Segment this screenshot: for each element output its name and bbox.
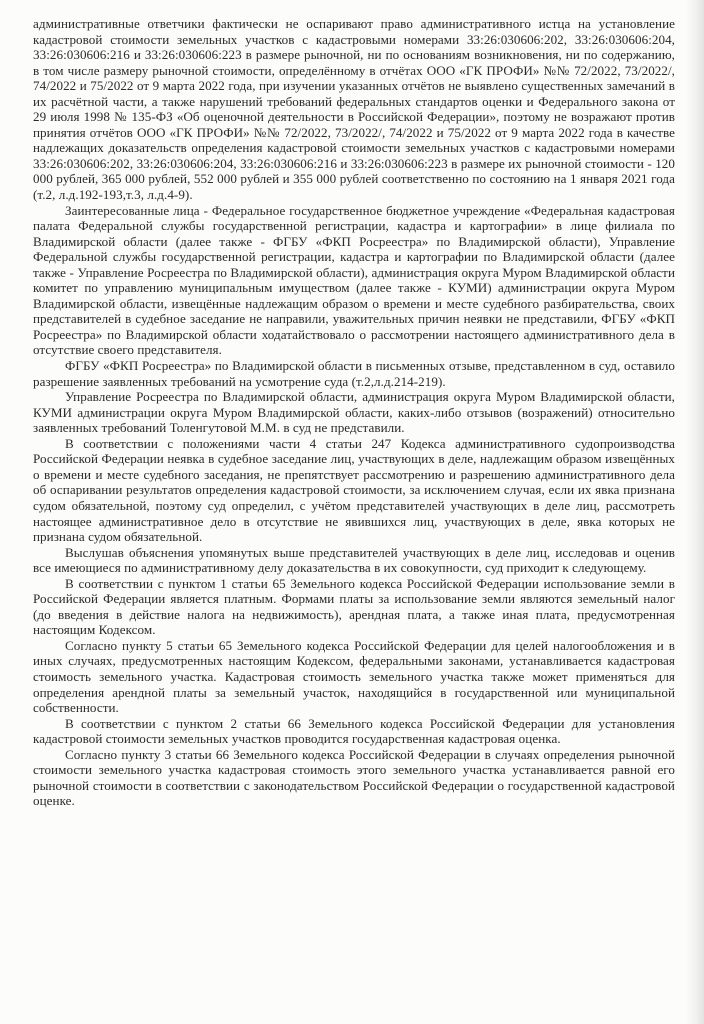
paragraph-no-objections: Управление Росреестра по Владимирской области, администрация округа Муром Владимирской области, КУМИ администрации округа Муром Владимирской области, каких-либо отзывов (возражений) относительно заявленных требований Толенгутовой М.М. в суд не представили. xyxy=(33,389,675,436)
paragraph-court-findings: Выслушав объяснения упомянутых выше представителей участвующих в деле лиц, исследовав и оценив все имеющиеся по административному делу доказательства в их совокупности, суд приходит к следующему. xyxy=(33,544,675,576)
paragraph-article-247: В соответствии с положениями части 4 статьи 247 Кодекса административного судопроизводства Российской Федерации неявка в судебное заседание лиц, участвующих в деле, надлежащим образом извещённых о времени и месте судебного заседания, не препятствует рассмотрению и разрешению административного дела об оспаривании результатов определения кадастровой стоимости, за исключением случая, если их явка признана судом обязательной, поэтому суд определил, с учётом представителей участвующих в деле лиц, рассмотреть настоящее административное дело в отсутствие не явившихся лиц, участвующих в деле, явка которых не признана судом обязательной. xyxy=(33,435,675,545)
paragraph-interested-parties: Заинтересованные лица - Федеральное государственное бюджетное учреждение «Федеральная кадастровая палата Федеральной службы государственной регистрации, кадастра и картографии» в лице филиала по Владимирской области (далее также - ФГБУ «ФКП Росреестра» по Владимирской области), Управление Федеральной службы государственной регистрации, кадастра и картографии по Владимирской области (далее также - Управление Росреестра по Владимирской области), администрация округа Муром Владимирской области комитет по управлению муниципальным имуществом (далее также - КУМИ) администрации округа Муром Владимирской области, извещённые надлежащим образом о времени и месте судебного разбирательства, своих представителей в судебное заседание не направили, уважительных причин неявки не представили, ФГБУ «ФКП Росреестра» по Владимирской области ходатайствовало о рассмотрении настоящего административного дела в отсутствие своего представителя. xyxy=(33,202,675,358)
paragraph-article-66-2: В соответствии с пунктом 2 статьи 66 Земельного кодекса Российской Федерации для установления кадастровой стоимости земельных участков проводится государственная кадастровая оценка. xyxy=(33,715,675,747)
paragraph-article-65-1: В соответствии с пунктом 1 статьи 65 Земельного кодекса Российской Федерации использование земли в Российской Федерации является платным. Формами платы за использование земли являются земельный налог (до введения в действие налога на недвижимость), арендная плата, а также иная плата, предусмотренная настоящим Кодексом. xyxy=(33,575,675,638)
page-edge-shadow xyxy=(686,0,704,1024)
paragraph-article-66-3: Согласно пункту 3 статьи 66 Земельного кодекса Российской Федерации в случаях определения рыночной стоимости земельного участка кадастровая стоимость этого земельного участка устанавливается равной его рыночной стоимости в соответствии с законодательством Российской Федерации о государственной кадастровой оценке. xyxy=(33,746,675,809)
paragraph-article-65-5: Согласно пункту 5 статьи 65 Земельного кодекса Российской Федерации для целей налогообложения и в иных случаях, предусмотренных настоящим Кодексом, федеральными законами, устанавливается кадастровая стоимость земельного участка. Кадастровая стоимость земельного участка также может применяться для определения арендной платы за земельный участок, находящийся в государственной или муниципальной собственности. xyxy=(33,637,675,716)
paragraph-fgbu-response: ФГБУ «ФКП Росреестра» по Владимирской области в письменных отзыве, представленном в суд, оставило разрешение заявленных требований на усмотрение суда (т.2,л.д.214-219). xyxy=(33,358,675,389)
document-body xyxy=(33,16,675,809)
paragraph-respondents-position: административные ответчики фактически не оспаривают право административного истца на установление кадастровой стоимости земельных участков с кадастровыми номерами 33:26:030606:202, 33:26:030606:204, 33:26:030606:216 и 33:26:030606:223 в размере рыночной, ни по основаниям возникновения, ни по содержанию, в том числе размеру рыночной стоимости, определённому в отчётах ООО «ГК ПРОФИ» №№ 72/2022, 73/2022/, 74/2022 и 75/2022 от 9 марта 2022 года, при изучении указанных отчётов не выявлено существенных замечаний в их расчётной части, а также нарушений требований федеральных стандартов оценки и Федерального закона от 29 июля 1998 № 135-ФЗ «Об оценочной деятельности в Российской Федерации», поэтому не возражают против принятия отчётов ООО «ГК ПРОФИ» №№ 72/2022, 73/2022/, 74/2022 и 75/2022 от 9 марта 2022 года в качестве надлежащих доказательств определения кадастровой стоимости земельных участков с кадастровыми номерами 33:26:030606:202, 33:26:030606:204, 33:26:030606:216 и 33:26:030606:223 в размере их рыночной стоимости - 120 000 рублей, 365 000 рублей, 552 000 рублей и 355 000 рублей соответственно по состоянию на 1 января 2021 года (т.2, л.д.192-193,т.3, л.д.4-9). xyxy=(33,16,675,203)
